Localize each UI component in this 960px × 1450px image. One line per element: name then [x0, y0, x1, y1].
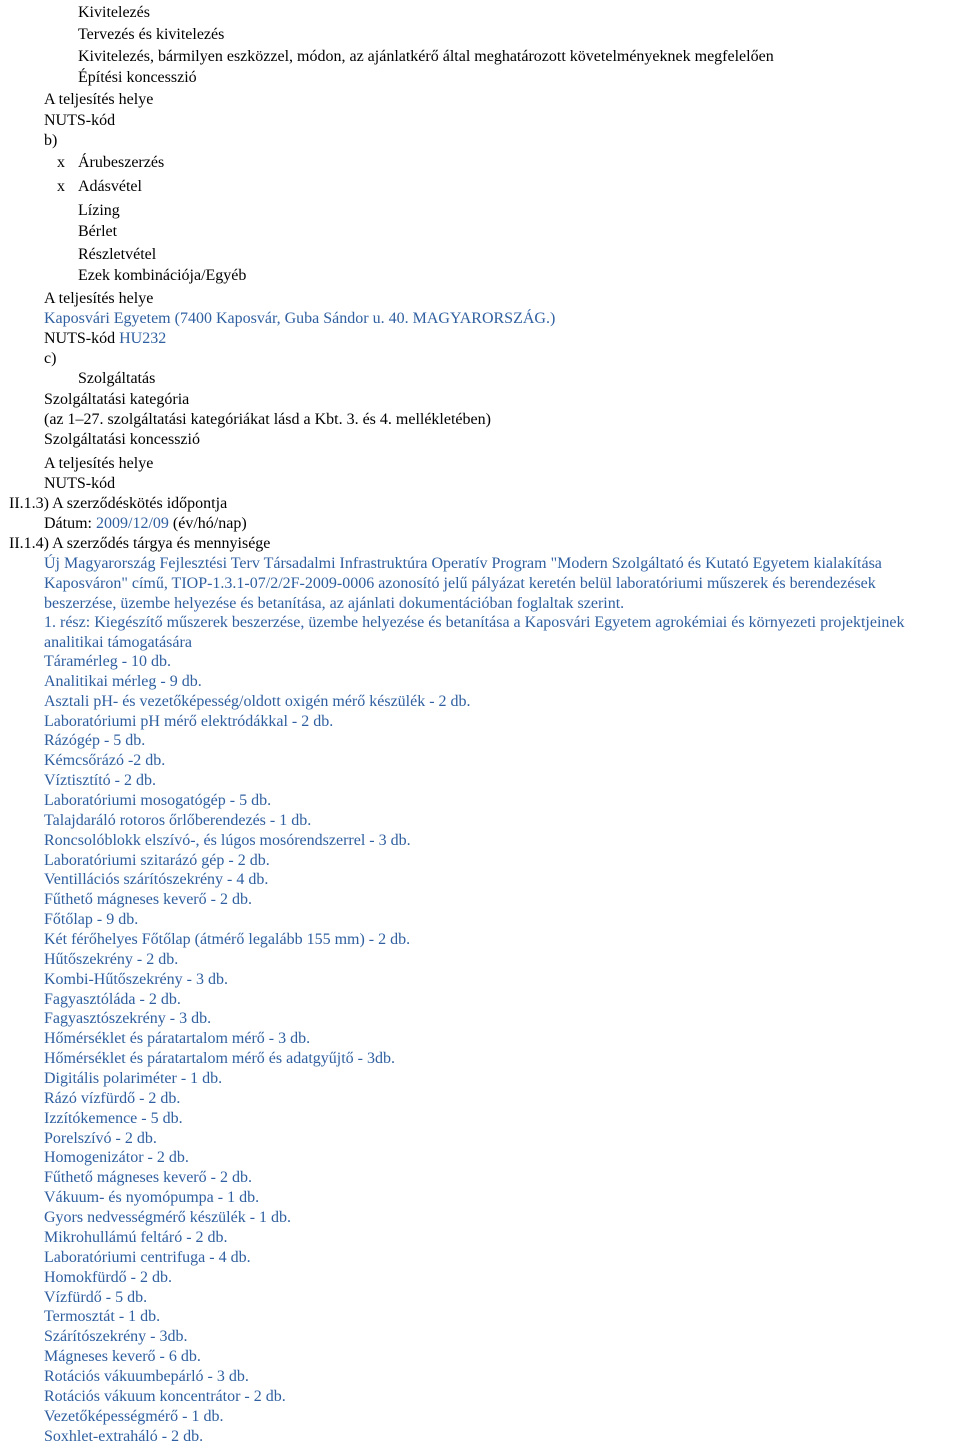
- equipment-item: Vákuum- és nyomópumpa - 1 db.: [44, 1189, 260, 1207]
- equipment-item: Rotációs vákuumbepárló - 3 db.: [44, 1367, 249, 1385]
- equipment-item: Rotációs vákuum koncentrátor - 2 db.: [44, 1387, 286, 1405]
- equipment-item: Rázógép - 5 db.: [44, 732, 146, 750]
- option-label: Árubeszerzés: [78, 154, 165, 171]
- checkbox-mark: x: [57, 154, 65, 171]
- equipment-item: Gyors nedvességmérő készülék - 1 db.: [44, 1209, 292, 1227]
- option-label: Bérlet: [78, 223, 118, 240]
- contract-date-heading: II.1.3) A szerződéskötés időpontja: [9, 495, 228, 512]
- equipment-item: Soxhlet-extraháló - 2 db.: [44, 1427, 204, 1445]
- equipment-item: Fűthető mágneses keverő - 2 db.: [44, 891, 252, 909]
- equipment-item: Homogenizátor - 2 db.: [44, 1149, 189, 1167]
- equipment-item: Homokfürdő - 2 db.: [44, 1268, 172, 1286]
- equipment-item: Fagyasztóláda - 2 db.: [44, 990, 181, 1008]
- contract-subject-description: Új Magyarország Fejlesztési Terv Társadalmi Infrastruktúra Operatív Program "Modern Szolgáltató és Kutató Egyetem kialakítása Kaposváron" című, TIOP-1.3.1-07/2/2F-2009-0006 azonosító jelű pályázat keretén belül laboratóriumi műszerek és berendezések beszerzése, üzembe helyezése és betanítása, az ajánlati dokumentációban foglaltak szerint.: [44, 555, 882, 612]
- equipment-item: Vízfürdő - 5 db.: [44, 1288, 148, 1306]
- place-of-performance-label: A teljesítés helye: [44, 455, 154, 472]
- option-label: Adásvétel: [78, 178, 142, 195]
- equipment-item: Mágneses keverő - 6 db.: [44, 1348, 201, 1366]
- service-category-note: (az 1–27. szolgáltatási kategóriákat lásd a Kbt. 3. és 4. mellékletében): [44, 411, 491, 428]
- contract-date-row: [44, 514, 247, 534]
- nuts-code-value: HU232: [119, 330, 167, 347]
- option-label: Ezek kombinációja/Egyéb: [78, 267, 247, 284]
- equipment-item: Táramérleg - 10 db.: [44, 653, 172, 670]
- equipment-item: Mikrohullámú feltáró - 2 db.: [44, 1228, 228, 1246]
- equipment-item: Hőmérséklet és páratartalom mérő - 3 db.: [44, 1030, 311, 1048]
- equipment-item: Víztisztító - 2 db.: [44, 772, 156, 790]
- equipment-item: Ventillációs szárítószekrény - 4 db.: [44, 871, 269, 889]
- works-concession-label: Építési koncesszió: [78, 69, 197, 86]
- section-b-letter: b): [44, 132, 58, 149]
- lot-1-description: 1. rész: Kiegészítő műszerek beszerzése, üzembe helyezése és betanítása a Kaposvári Egyetem agrokémiai és környezeti projektjeinek analitikai támogatására: [44, 614, 905, 651]
- equipment-item: Laboratóriumi pH mérő elektródákkal - 2 db.: [44, 712, 334, 730]
- equipment-list: [44, 652, 471, 1446]
- nuts-code-label: NUTS-kód: [44, 112, 116, 129]
- nuts-code-label: NUTS-kód: [44, 330, 116, 347]
- equipment-item: Kémcsőrázó -2 db.: [44, 752, 166, 770]
- equipment-item: Porelszívó - 2 db.: [44, 1129, 157, 1147]
- equipment-item: Talajdaráló rotoros őrlőberendezés - 1 db.: [44, 811, 312, 829]
- place-of-performance-value: Kaposvári Egyetem (7400 Kaposvár, Guba Sándor u. 40. MAGYARORSZÁG.): [44, 310, 556, 327]
- equipment-item: Laboratóriumi centrifuga - 4 db.: [44, 1248, 251, 1266]
- equipment-item: Digitális polariméter - 1 db.: [44, 1070, 223, 1088]
- works-by-any-means-label: Kivitelezés, bármilyen eszközzel, módon, az ajánlatkérő által meghatározott követelményeknek megfelelően: [78, 48, 774, 65]
- equipment-item: Fagyasztószekrény - 3 db.: [44, 1010, 212, 1028]
- service-category-label: Szolgáltatási kategória: [44, 391, 190, 408]
- nuts-code-row: [44, 329, 166, 349]
- place-of-performance-label: A teljesítés helye: [44, 91, 154, 108]
- contract-subject-heading: II.1.4) A szerződés tárgya és mennyisége: [9, 535, 271, 552]
- equipment-item: Két férőhelyes Főtőlap (átmérő legalább 155 mm) - 2 db.: [44, 931, 411, 949]
- equipment-item: Termosztát - 1 db.: [44, 1308, 161, 1326]
- equipment-item: Kombi-Hűtőszekrény - 3 db.: [44, 970, 228, 988]
- equipment-item: Vezetőképességmérő - 1 db.: [44, 1407, 224, 1425]
- equipment-item: Roncsolóblokk elszívó-, és lúgos mosórendszerrel - 3 db.: [44, 831, 411, 849]
- equipment-item: Fűthető mágneses keverő - 2 db.: [44, 1169, 252, 1187]
- equipment-item: Főtőlap - 9 db.: [44, 911, 139, 929]
- equipment-item: Laboratóriumi mosogatógép - 5 db.: [44, 792, 272, 810]
- equipment-item: Laboratóriumi szitarázó gép - 2 db.: [44, 851, 270, 869]
- equipment-item: Rázó vízfürdő - 2 db.: [44, 1089, 181, 1107]
- equipment-item: Asztali pH- és vezetőképesség/oldott oxigén mérő készülék - 2 db.: [44, 692, 471, 710]
- nuts-code-label: NUTS-kód: [44, 475, 116, 492]
- equipment-item: Szárítószekrény - 3db.: [44, 1328, 188, 1346]
- equipment-item: Izzítókemence - 5 db.: [44, 1109, 183, 1127]
- design-and-works-label: Tervezés és kivitelezés: [78, 26, 225, 43]
- date-value: 2009/12/09: [96, 515, 169, 532]
- checkbox-mark: x: [57, 178, 65, 195]
- option-label: Lízing: [78, 202, 120, 219]
- equipment-item: Hűtőszekrény - 2 db.: [44, 950, 179, 968]
- date-label: Dátum:: [44, 515, 92, 532]
- equipment-item: Analitikai mérleg - 9 db.: [44, 672, 202, 690]
- section-c-letter: c): [44, 350, 57, 367]
- date-format: (év/hó/nap): [172, 515, 247, 532]
- service-label: Szolgáltatás: [78, 370, 156, 387]
- service-concession-label: Szolgáltatási koncesszió: [44, 431, 200, 448]
- place-of-performance-label: A teljesítés helye: [44, 290, 154, 307]
- equipment-item: Hőmérséklet és páratartalom mérő és adatgyűjtő - 3db.: [44, 1050, 395, 1068]
- option-label: Részletvétel: [78, 246, 157, 263]
- works-label: Kivitelezés: [78, 4, 150, 21]
